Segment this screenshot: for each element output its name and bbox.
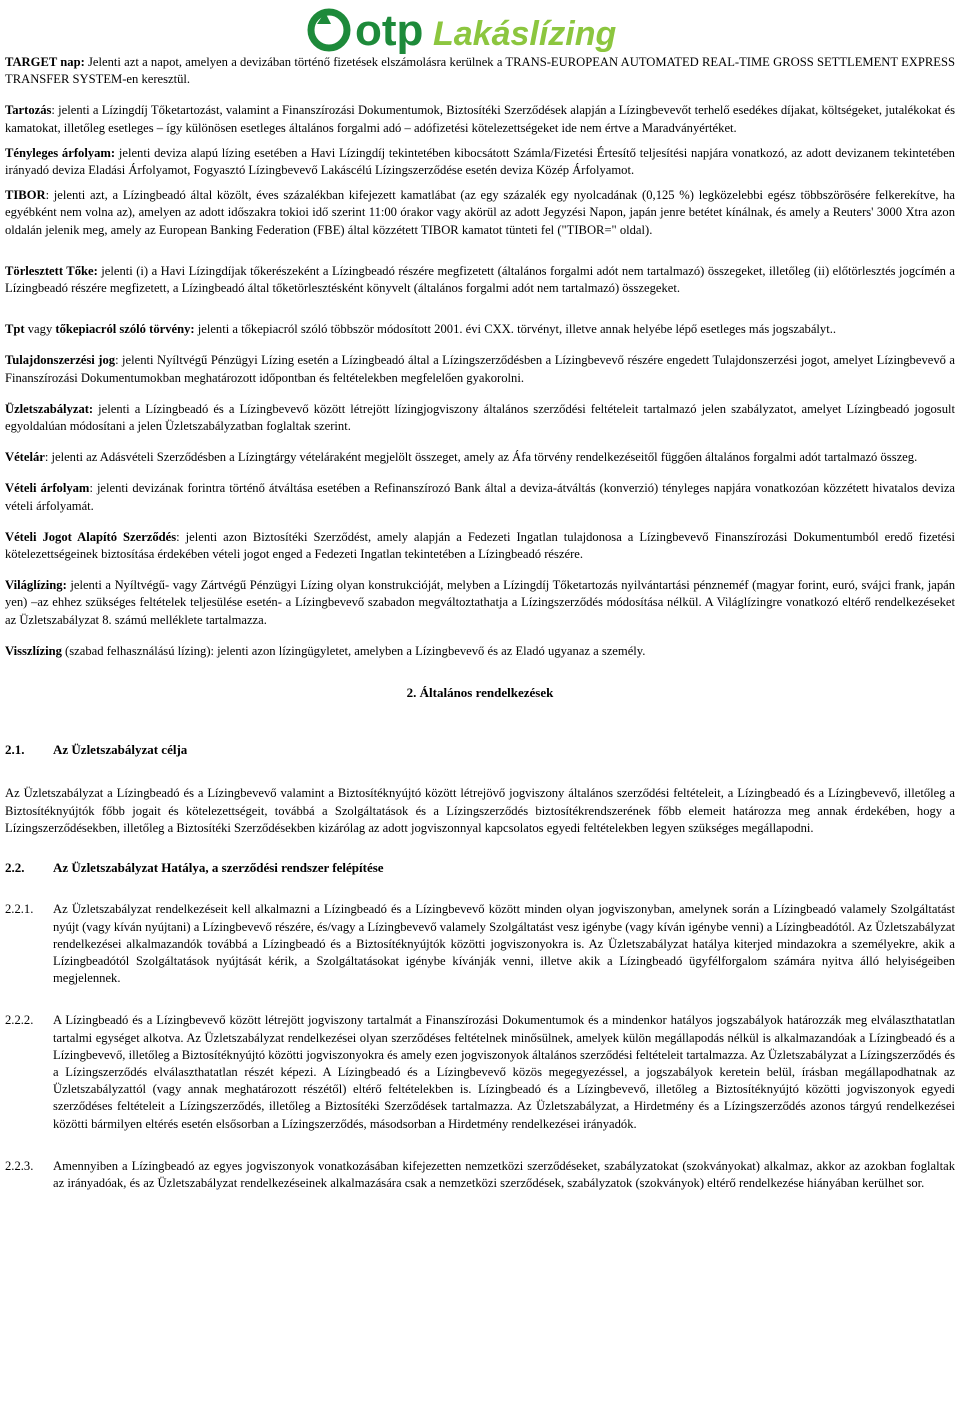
definition-text: jelenti deviza alapú lízing esetében a Havi Lízingdíj tekintetében kibocsátott Számla/Fizetési Értesítő teljesítési napjára vonatkozó, az adott devizanem tekintetében irányadó deviza Eladási Árfolyamot, Fogyasztó Lízingbevevő Lakáscélú Lízingszerződése esetén deviza Közép Árfolyamot. (5, 145, 955, 178)
definition-text: jelenti (i) a Havi Lízingdíjak tőkerészeként a Lízingbeadó részére megfizetett (általános forgalmi adót nem tartalmazó) összegeket, illetőleg (ii) előtörlesztés jogcímén a Lízingbeadó részére megfizetett, a Lízingbeadó által tőketörlesztésként könyvelt (általános forgalmi adót nem tartalmazó) összegeket. (5, 263, 955, 296)
definition-tulajdonszerzesi-jog (5, 352, 955, 386)
definition-vetelar (5, 449, 955, 466)
definition-text: : jelenti azt, a Lízingbeadó által közölt, éves százalékban kifejezett kamatlábat (az egy százalék egy nyolcadának (0,125 %) legközelebbi egész többszörösére felkerekítve, ha egyébként nem volna az), amelyen az adott időszakra tokioi idő szerint 11:00 órakor vagy akörül az adott Jegyzési Napon, japán jenre betétet kínálnak, és amely a Reuters' 3000 Xtra azon oldalán jelenik meg, amely az European Banking Federation (FBE) által közzétett TIBOR kamatot tünteti fel ("TIBOR=" oldal). (5, 188, 955, 237)
definition-tibor (5, 187, 955, 239)
item-text: A Lízingbeadó és a Lízingbevevő között létrejött jogviszony tartalmát a Finanszírozási Dokumentumok és a mindenkor hatályos jogszabályok határozzák meg elválaszthatatlan tartalmi egységet alkotva. Az Üzletszabályzat rendelkezései olyan szerződéses feltételnek minősülnek, amelyek külön megállapodás nélkül is alkalmazandóak a Lízingbeadó és a Lízingbevevő, illetőleg a Biztosítéknyújtó közötti jogviszonyokra és amely ezen jogviszonyok általános szerződési feltételeit tartalmazza. Az Üzletszabályzat a Lízingszerződés és a Lízingszerződés elválaszthatatlan részét képezi. A Lízingbeadó és a Lízingbevevő közös megegyezéssel, a jogszabályok keretein belül, írásban megállapodhatnak az Üzletszabályzattól (vagy annak meghatározott részétől) eltérő feltételekben is. Lízingbeadó és a Lízingbevevő, illetőleg a Biztosítéknyújtó közötti jogviszonyok egyedi szerződéses feltételeit a Lízingszerződés, illetőleg a Biztosítéki Szerződések tartalmazza. Az Üzletszabályzat, a Hirdetmény és a Lízingszerződés azonos tárgyú rendelkezései közötti bármilyen eltérés esetén elsősorban a Lízingszerződés, másodsorban a Hirdetmény rendelkezései irányadók. (53, 1013, 955, 1131)
definition-text: jelenti a Lízingbeadó és a Lízingbevevő között létrejött lízingjogviszony általános szerződési feltételeit tartalmazó jelen szabályzatot, amelyet Lízingbeadó jogosult egyoldalúan módosítani a jelen Üzletszabályzatban foglaltak szerint. (5, 401, 955, 434)
item-number: 2.2.2. (5, 1013, 34, 1028)
definition-tenyleges-arfolyam (5, 145, 955, 179)
definition-vilaglizing (5, 577, 955, 629)
section-2-1-paragraph: Az Üzletszabályzat a Lízingbeadó és a Lízingbevevő valamint a Biztosítéknyújtó között létrejövő jogviszony általános szerződési feltételeit, a Lízingbeadó és a Lízingbevevő, illetőleg a Biztosítéknyújtók főbb jogait és kötelezettségeit, továbbá a Szolgáltatások és a Lízingszerződés biztosítékrendszerének főbb elemeit határozza meg annak érdekében, hogy a Lízingszerződésekben, illetőleg a Biztosítéki Szerződésekben kizárólag az adott jogviszonnyal kapcsolatos egyedi feltételekben legyen szükséges megállapodni. (5, 786, 955, 835)
definition-term: tőkepiacról szóló törvény: (55, 322, 195, 337)
section-title: Az Üzletszabályzat célja (53, 742, 188, 758)
definition-text: : jelenti azon Biztosítéki Szerződést, amely alapján a Fedezeti Ingatlan tulajdonosa a Lízingbevevő Finanszírozási Dokumentumból eredő fizetési kötelezettségeinek biztosítása érdekében vételi jogot enged a Fedezeti Ingatlan tekintetében a Lízingbeadó részére. (5, 529, 955, 562)
definition-text: : jelenti Nyíltvégű Pénzügyi Lízing esetén a Lízingbeadó által a Lízingszerződésben a Lízingbevevő részére engedett Tulajdonszerzési jogot, amelyet Lízingbevevő a Finanszírozási Dokumentumokban meghatározott időpontban és feltételekben megfelelően gyakorolni. (5, 353, 955, 385)
definition-visszlizing (5, 643, 955, 660)
definition-torlesztett-toke (5, 263, 955, 297)
logo-ring-icon (311, 12, 347, 48)
definition-text: jelenti a Nyíltvégű- vagy Zártvégű Pénzügyi Lízing olyan konstrukcióját, melyben a Lízingdíj Tőketartozás nyilvántartási pénzneméf (magyar forint, euró, svájci frank, japán yen) –az ehhez szükséges feltételek teljesülése esetén- a Lízingbevevő szabadon megváltoztathatja a Lízingszerződés módosítása nélkül. A Világlízingre vonatkozó eltérő rendelkezéseket az Üzletszabályzat 8. számú melléklete tartalmazza. (5, 578, 955, 627)
definition-term: Vételi árfolyam (5, 481, 90, 496)
definition-text: jelenti a tőkepiacról szóló többször módosított 2001. évi CXX. törvényt, illetve annak helyébe lépő esetleges más jogszabályt.. (194, 322, 837, 337)
section-heading-2-1 (5, 741, 955, 758)
definition-uzletszabalyzat (5, 401, 955, 435)
definition-term: Tpt (5, 322, 25, 337)
definition-term: Törlesztett Tőke: (5, 263, 98, 278)
logo-product-text: Lakáslízing (433, 15, 617, 53)
list-item-2-2-3 (5, 1158, 955, 1192)
definition-term: TIBOR (5, 188, 46, 203)
definition-text: : jelenti a Lízingdíj Tőketartozást, valamint a Finanszírozási Dokumentumok, Biztosítéki Szerződések alapján a Lízingbevevőt terhelő esedékes díjakat, költségeket, jutalékokat és kamatokat, illetőleg esetleges – így különösen esetleges általános forgalmi adó – adófizetési kötelezettségeket ide nem értve a Maradványértéket. (5, 103, 955, 135)
section-heading-2-2 (5, 859, 955, 876)
section-number: 2.2. (5, 860, 25, 876)
item-text: Az Üzletszabályzat rendelkezéseit kell alkalmazni a Lízingbeadó és a Lízingbevevő között minden olyan jogviszonyban, amelynek során a Lízingbeadó valamely Szolgáltatást nyújt (vagy kíván nyújtani) a Lízingbevevő részére, és/vagy a Lízingbevevő valamely Szolgáltatást vesz igénybe (vagy kíván igénybe venni) a Lízingbeadótól. Az Üzletszabályzat rendelkezései alkalmazandók továbbá a Lízingbeadó és a Biztosítéknyújtók közötti jogviszonyokra is. Az Üzletszabályzat hatálya kiterjed mindazokra a személyekre, akik a Lízingbeadótól Szolgáltatások nyújtását kérik, a Szolgáltatásokat igénybe kívánják venni, illetve akik a Lízingbeadó ügyfélforgalom számára nyitva álló helyiségeiben megjelennek. (53, 902, 955, 986)
definition-target-nap (5, 54, 955, 88)
definition-tartozas (5, 102, 955, 136)
definition-term: Üzletszabályzat: (5, 401, 94, 416)
definition-term: Visszlízing (5, 643, 62, 658)
list-item-2-2-2 (5, 1012, 955, 1132)
item-number: 2.2.3. (5, 1158, 34, 1173)
definition-term: Tulajdonszerzési jog (5, 353, 116, 368)
definition-veteli-arfolyam (5, 480, 955, 514)
section-number: 2.1. (5, 742, 25, 758)
item-text: Amennyiben a Lízingbeadó az egyes jogviszonyok vonatkozásában kifejezetten nemzetközi szerződéseket, szabályzatokat (szokványokat) alkalmaz, akkor az azokban foglaltak az irányadóak, és az Üzletszabályzat rendelkezéseinek alkalmazására csak a nemzetközi szerződések, szabályzatok (szokványok) eltérő rendelkezése hiányában kerülhet sor. (53, 1158, 955, 1190)
definition-term: Vételi Jogot Alapító Szerződés (5, 529, 177, 544)
item-number: 2.2.1. (5, 902, 34, 917)
logo-graphic (305, 2, 665, 60)
document-body (5, 54, 955, 1192)
section-title: Az Üzletszabályzat Hatálya, a szerződési rendszer felépítése (53, 860, 384, 876)
definition-text: : jelenti az Adásvételi Szerződésben a Lízingtárgy vételáraként megjelölt összeget, amely az Áfa törvény rendelkezéseitől függően általános forgalmi adót tartalmazó összeg. (44, 450, 918, 465)
definition-text: : jelenti devizának forintra történő átváltása esetében a Refinanszírozó Bank által a deviza-átváltás (konverzió) tényleges napjára vonatkozóan közzétett hivatalos deviza vételi árfolyamát. (5, 481, 955, 513)
definition-term: TARGET nap: (5, 55, 85, 69)
definition-text: Jelenti azt a napot, amelyen a devizában történő fizetések elszámolásra kerülnek a TRANS-EUROPEAN AUTOMATED REAL-TIME GROSS SETTLEMENT EXPRESS TRANSFER SYSTEM-en keresztül. (5, 55, 956, 87)
list-item-2-2-1 (5, 901, 955, 987)
definition-term: Tényleges árfolyam: (5, 145, 116, 160)
definition-text: vagy (24, 322, 56, 337)
otp-lakaslizing-logo (305, 2, 665, 60)
definition-tpt (5, 321, 955, 338)
definition-text: (szabad felhasználású lízing): jelenti azon lízingügyletet, amelyben a Lízingbevevő és az Eladó ugyanaz a személy. (61, 643, 646, 658)
definition-term: Világlízing: (5, 578, 67, 593)
logo-brand-text: otp (355, 6, 424, 55)
definition-term: Vételár (5, 450, 45, 465)
definition-veteli-jogot-alapito-szerzodes (5, 529, 955, 563)
chapter-title: 2. Általános rendelkezések (406, 685, 554, 701)
definition-term: Tartozás (5, 103, 52, 118)
